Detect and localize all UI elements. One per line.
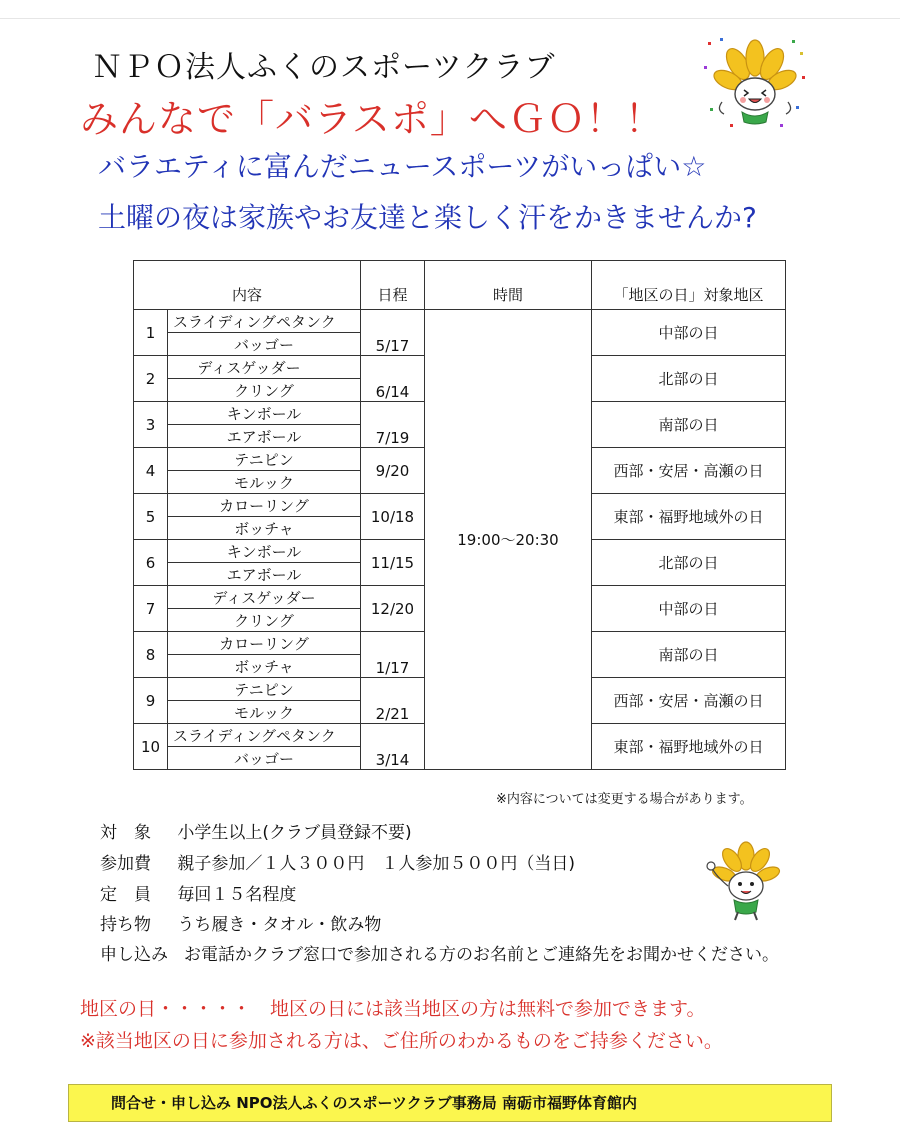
activity-2: バッゴー	[168, 333, 361, 356]
header-area: 「地区の日」対象地区	[592, 261, 786, 310]
activity-1: スライディングペタンク	[168, 310, 361, 333]
activity-2: ボッチャ	[168, 517, 361, 540]
subtitle-1: バラエティに富んだニュースポーツがいっぱい☆	[98, 150, 707, 183]
area-day: 東部・福野地域外の日	[592, 494, 786, 540]
activity-2: クリング	[168, 609, 361, 632]
area-day: 西部・安居・高瀬の日	[592, 448, 786, 494]
mascot-waving-icon	[700, 840, 792, 924]
activity-1: テニピン	[168, 678, 361, 701]
area-day: 北部の日	[592, 540, 786, 586]
activity-2: エアボール	[168, 425, 361, 448]
activity-2: エアボール	[168, 563, 361, 586]
activity-2: ボッチャ	[168, 655, 361, 678]
row-number: 7	[134, 586, 168, 632]
event-date: 11/15	[361, 540, 425, 586]
change-note: ※内容については変更する場合があります。	[496, 792, 753, 807]
schedule-table	[133, 260, 786, 770]
activity-2: クリング	[168, 379, 361, 402]
detail-label: 定 員	[100, 885, 151, 905]
detail-value: お電話かクラブ窓口で参加される方のお名前とご連絡先をお聞かせください。	[184, 945, 779, 965]
event-date: 1/17	[361, 632, 425, 678]
mascot-cheering-icon	[700, 36, 810, 132]
detail-label: 申し込み	[100, 945, 168, 965]
row-number: 4	[134, 448, 168, 494]
table-header-row	[134, 261, 786, 310]
event-date: 2/21	[361, 678, 425, 724]
row-number: 5	[134, 494, 168, 540]
activity-1: スライディングペタンク	[168, 724, 361, 747]
event-date: 5/17	[361, 310, 425, 356]
detail-belongings	[100, 910, 381, 935]
event-date: 9/20	[361, 448, 425, 494]
row-number: 2	[134, 356, 168, 402]
activity-1: カローリング	[168, 494, 361, 517]
detail-value: うち履き・タオル・飲み物	[177, 915, 382, 935]
detail-label: 対 象	[100, 823, 151, 843]
table-row	[134, 310, 786, 333]
area-day: 西部・安居・高瀬の日	[592, 678, 786, 724]
notice-bring-id: ※該当地区の日に参加される方は、ご住所のわかるものをご持参ください。	[80, 1030, 723, 1052]
area-day: 南部の日	[592, 402, 786, 448]
header-content: 内容	[134, 261, 361, 310]
row-number: 6	[134, 540, 168, 586]
row-number: 1	[134, 310, 168, 356]
event-date: 6/14	[361, 356, 425, 402]
activity-2: バッゴー	[168, 747, 361, 770]
area-day: 南部の日	[592, 632, 786, 678]
subtitle-2: 土曜の夜は家族やお友達と楽しく汗をかきませんか?	[98, 201, 757, 234]
event-date: 10/18	[361, 494, 425, 540]
row-number: 9	[134, 678, 168, 724]
row-number: 10	[134, 724, 168, 770]
detail-label: 持ち物	[100, 915, 151, 935]
top-divider	[0, 18, 900, 19]
activity-2: モルック	[168, 701, 361, 724]
detail-value: 小学生以上(クラブ員登録不要)	[177, 823, 412, 843]
activity-2: モルック	[168, 471, 361, 494]
notice-area-day: 地区の日・・・・・ 地区の日には該当地区の方は無料で参加できます。	[80, 998, 706, 1020]
headline: みんなで「バラスポ」へＧＯ！！	[80, 97, 664, 141]
detail-value: 親子参加／１人３００円 １人参加５００円（当日)	[177, 854, 576, 874]
activity-1: ディスゲッダー	[168, 586, 361, 609]
event-date: 3/14	[361, 724, 425, 770]
row-number: 3	[134, 402, 168, 448]
area-day: 東部・福野地域外の日	[592, 724, 786, 770]
detail-value: 毎回１５名程度	[177, 885, 297, 905]
event-date: 7/19	[361, 402, 425, 448]
activity-1: キンボール	[168, 402, 361, 425]
area-day: 中部の日	[592, 310, 786, 356]
area-day: 北部の日	[592, 356, 786, 402]
header-date: 日程	[361, 261, 425, 310]
contact-footer: 問合せ・申し込み NPO法人ふくのスポーツクラブ事務局 南砺市福野体育館内	[68, 1084, 832, 1122]
org-name: ＮＰＯ法人ふくのスポーツクラブ	[92, 50, 556, 85]
activity-1: ディスゲッダー	[168, 356, 361, 379]
detail-apply	[100, 940, 779, 965]
activity-1: カローリング	[168, 632, 361, 655]
detail-target	[100, 818, 412, 843]
activity-1: テニピン	[168, 448, 361, 471]
event-time: 19:00〜20:30	[425, 310, 592, 770]
detail-fee	[100, 849, 575, 874]
activity-1: キンボール	[168, 540, 361, 563]
event-date: 12/20	[361, 586, 425, 632]
detail-capacity	[100, 880, 296, 905]
area-day: 中部の日	[592, 586, 786, 632]
header-time: 時間	[425, 261, 592, 310]
detail-label: 参加費	[100, 854, 151, 874]
row-number: 8	[134, 632, 168, 678]
